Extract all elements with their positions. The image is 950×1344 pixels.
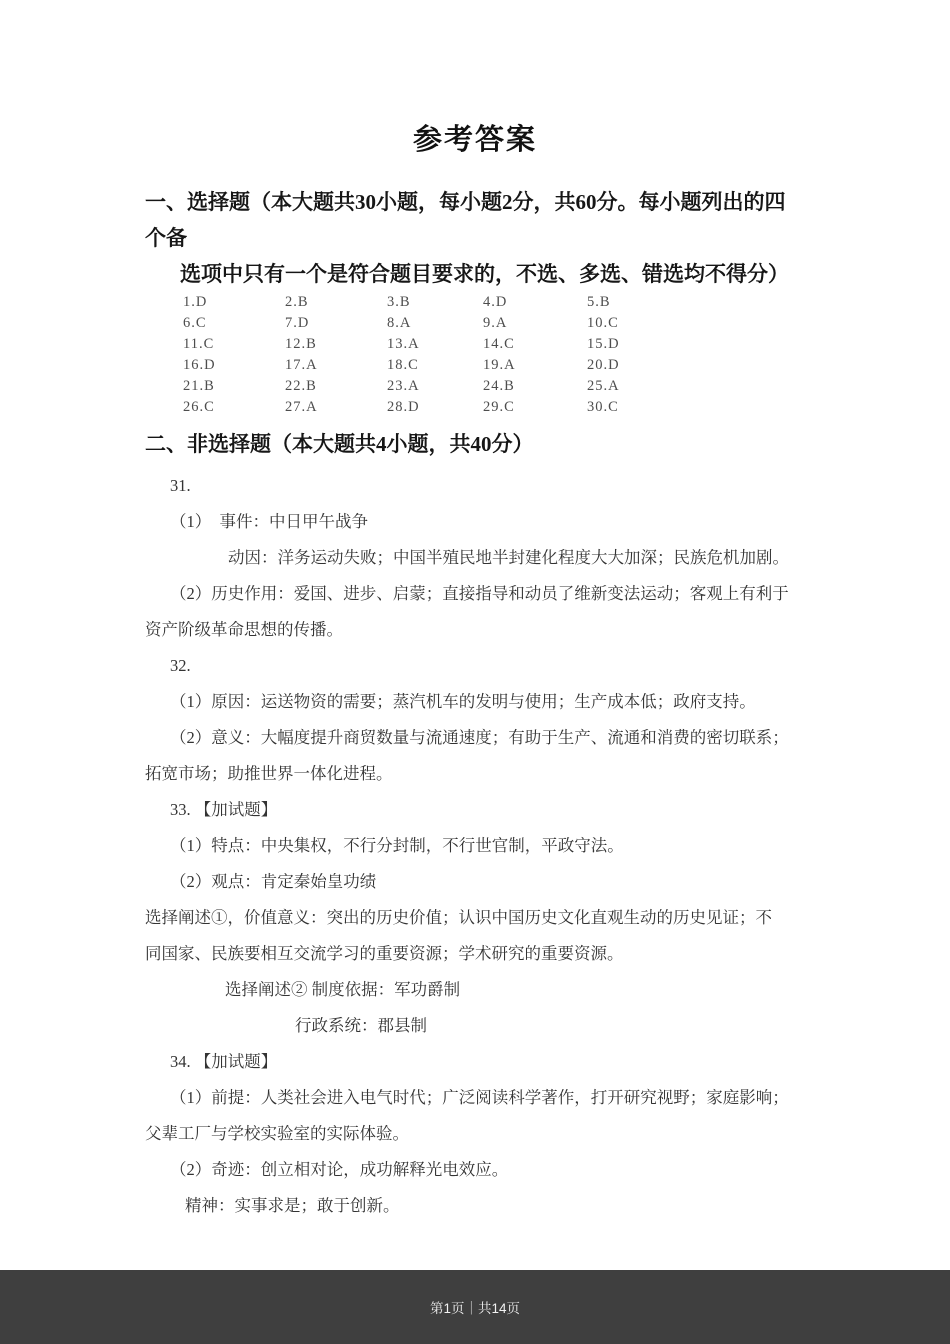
answer-cell: 14.C [483,336,515,352]
answers-body [145,468,805,1224]
q33-line-choice2: 选择阐述② 制度依据：军功爵制 [225,980,461,999]
answer-cell: 3.B [387,294,411,310]
answer-cell: 30.C [587,399,619,415]
answer-cell: 24.B [483,378,515,394]
answer-cell: 1.D [183,294,208,310]
document-content [145,122,805,1224]
answer-cell: 21.B [183,378,215,394]
section2-heading: 二、非选择题（本大题共4小题，共40分） [145,432,534,456]
q31-number: 31. [170,476,191,495]
section1-heading-line2: 选项中只有一个是符合题目要求的，不选、多选、错选均不得分） [180,262,789,286]
page-footer [0,1270,950,1344]
q34-line-premise-1: （1）前提：人类社会进入电气时代；广泛阅读科学著作，打开研究视野；家庭影响； [170,1088,789,1107]
answer-cell: 18.C [387,357,419,373]
q32-line-reason: （1）原因：运送物资的需要；蒸汽机车的发明与使用；生产成本低；政府支持。 [170,692,756,711]
answer-cell: 11.C [183,336,215,352]
q31-line-event: （1） 事件：中日甲午战争 [170,512,368,531]
q34-line-miracle: （2）奇迹：创立相对论，成功解释光电效应。 [170,1160,509,1179]
answer-cell: 5.B [587,294,611,310]
answer-cell: 20.D [587,357,620,373]
page-title: 参考答案 [412,124,537,156]
section1-heading-line1: 一、选择题（本大题共30小题，每小题2分，共60分。每小题列出的四个备 [145,190,786,250]
answer-cell: 28.D [387,399,420,415]
answer-cell: 12.B [285,336,317,352]
answer-grid [183,292,805,418]
q33-line-features: （1）特点：中央集权，不行分封制，不行世官制，平政守法。 [170,836,624,855]
answer-cell: 19.A [483,357,516,373]
answer-cell: 15.D [587,336,620,352]
answer-cell: 10.C [587,315,619,331]
q33-line-viewpoint: （2）观点：肯定秦始皇功绩 [170,872,377,891]
q31-line-motive: 动因：洋务运动失败；中国半殖民地半封建化程度大大加深；民族危机加剧。 [228,548,789,567]
q33-line-choice1-1: 选择阐述①，价值意义：突出的历史价值；认识中国历史文化直观生动的历史见证；不 [145,908,772,927]
q32-line-meaning-2: 拓宽市场；助推世界一体化进程。 [145,764,393,783]
q31-line-role-1: （2）历史作用：爱国、进步、启蒙；直接指导和动员了维新变法运动；客观上有利于 [170,584,789,603]
q31-line-role-2: 资产阶级革命思想的传播。 [145,620,343,639]
answer-cell: 2.B [285,294,309,310]
q34-number: 34. 【加试题】 [170,1052,278,1071]
q32-number: 32. [170,656,191,675]
answer-cell: 6.C [183,315,207,331]
answer-cell: 13.A [387,336,420,352]
q32-line-meaning-1: （2）意义：大幅度提升商贸数量与流通速度；有助于生产、流通和消费的密切联系； [170,728,789,747]
answer-cell: 9.A [483,315,508,331]
answer-cell: 26.C [183,399,215,415]
q33-number: 33. 【加试题】 [170,800,278,819]
answer-cell: 17.A [285,357,318,373]
answer-cell: 7.D [285,315,310,331]
answer-cell: 22.B [285,378,317,394]
q34-line-spirit: 精神：实事求是；敢于创新。 [185,1196,400,1215]
q34-line-premise-2: 父辈工厂与学校实验室的实际体验。 [145,1124,409,1143]
answer-cell: 27.A [285,399,318,415]
answer-cell: 16.D [183,357,216,373]
q33-line-admin: 行政系统：郡县制 [295,1016,427,1035]
answer-cell: 29.C [483,399,515,415]
q33-line-choice1-2: 同国家、民族要相互交流学习的重要资源；学术研究的重要资源。 [145,944,624,963]
page-number-indicator: 第1页｜共14页 [429,1301,521,1316]
answer-cell: 23.A [387,378,420,394]
answer-cell: 8.A [387,315,412,331]
answer-cell: 25.A [587,378,620,394]
answer-cell: 4.D [483,294,508,310]
